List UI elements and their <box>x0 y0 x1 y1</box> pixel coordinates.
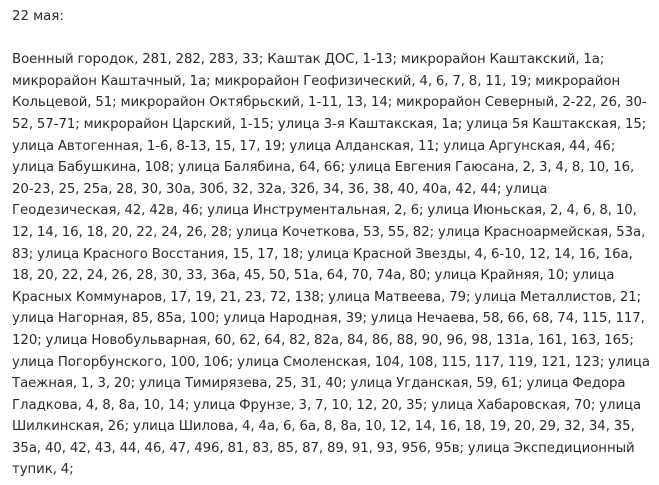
outage-notice <box>12 6 652 481</box>
date-heading: 22 мая: <box>12 9 64 24</box>
address-list: Военный городок, 281, 282, 283, 33; Каштак ДОС, 1-13; микрорайон Каштакский, 1а; микрорайон Каштачный, 1а; микрорайон Геофизический, 4, 6, 7, 8, 11, 19; микрорайон Кольцевой, 51; микрорайон Октябрьский, 1-11, 13, 14; микрорайон Северный, 2-22, 26, 30-52, 57-71; микрорайон Царский, 1-15; улица 3-я Каштакская, 1а; улица 5я Каштакская, 15; улица Автогенная, 1-6, 8-13, 15, 17, 19; улица Алданская, 11; улица Аргунская, 44, 46; улица Бабушкина, 108; улица Балябина, 64, 66; улица Евгения Гаюсана, 2, 3, 4, 8, 10, 16, 20-23, 25, 25а, 28, 30, 30а, 30б, 32, 32а, 32б, 34, 36, 38, 40, 40а, 42, 44; улица Геодезическая, 42, 42в, 46; улица Инструментальная, 2, 6; улица Июньская, 2, 4, 6, 8, 10, 12, 14, 16, 18, 20, 22, 24, 26, 28; улица Кочеткова, 53, 55, 82; улица Красноармейская, 53а, 83; улица Красного Восстания, 15, 17, 18; улица Красной Звезды, 4, 6-10, 12, 14, 16, 16а, 18, 20, 22, 24, 26, 28, 30, 33, 36а, 45, 50, 51а, 64, 70, 74а, 80; улица Крайняя, 10; улица Красных Коммунаров, 17, 19, 21, 23, 72, 138; улица Матвеева, 79; улица Металлистов, 21; улица Нагорная, 85, 85а, 100; улица Народная, 39; улица Нечаева, 58, 66, 68, 74, 115, 117, 120; улица Новобульварная, 60, 62, 64, 82, 82а, 84, 86, 88, 90, 96, 98, 131а, 161, 163, 165; улица Погорбунского, 100, 106; улица Смоленская, 104, 108, 115, 117, 119, 121, 123; улица Таежная, 1, 3, 20; улица Тимирязева, 25, 31, 40; улица Угданская, 59, 61; улица Федора Гладкова, 4, 8, 8а, 10, 14; улица Фрунзе, 3, 7, 10, 12, 20, 35; улица Хабаровская, 70; улица Шилкинская, 26; улица Шилова, 4, 4а, 6, 6а, 8, 8а, 10, 12, 14, 16, 18, 19, 20, 29, 32, 34, 35, 35а, 40, 42, 43, 44, 46, 47, 496, 81, 83, 85, 87, 89, 91, 93, 956, 95в; улица Экспедиционный тупик, 4; <box>12 52 651 478</box>
